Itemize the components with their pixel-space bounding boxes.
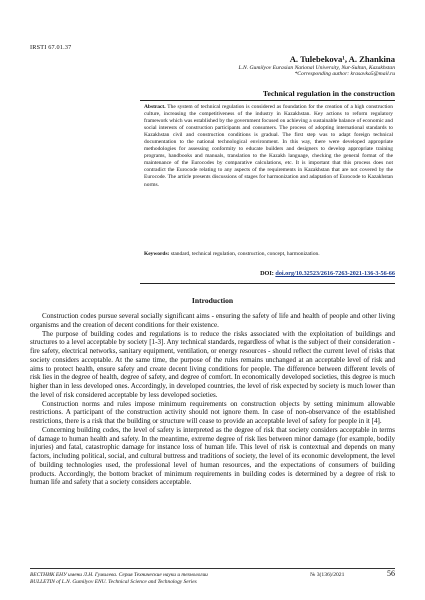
abstract-label: Abstract.	[144, 104, 166, 110]
author-block	[95, 54, 395, 77]
issue-number: № 3(136)/2021	[310, 572, 345, 578]
corresponding-author: *Corresponding author: krasavka5@mail.ru	[294, 71, 395, 77]
abstract-text: The system of technical regulation is considered as foundation for the creation of a high construction culture, increasing the competitiveness of the industry in Kazakhstan. Key actions to reform regulatory framework which was established by the government focused on achieving a sustainable balance of economic and social interests of construction participants and consumers. The process of adopting international standards to Kazakhstan civil and construction conditions is gradual. The first step was to adapt foreign technical documentation to the national technological environment. In this way, there were developed appropriate methodologies for assessing conformity to educate builders and designers to develop appropriate training programs, handbooks and manuals, translation to the Kazakh language, checking the general format of the maintenance of the Eurocodes by comparative calculations, etc. It is important that this process does not contradict the Eurocode relating to any aspects of the requirements in Kazakhstan that are not covered by the Eurocode. The article presents discussions of stages for harmonization and adaptation of Eurocode to Kazakhstan norms.	[144, 104, 393, 188]
doi-divider	[140, 283, 395, 284]
doi-link[interactable]: doi.org/10.32523/2616-7263-2021-136-3-56-66	[275, 270, 395, 277]
doi-label: DOI:	[260, 270, 276, 277]
doi-line	[260, 270, 395, 277]
irsti-code: IRSTI 67.01.37	[30, 44, 72, 51]
journal-name	[30, 572, 208, 586]
introduction-body	[30, 312, 395, 487]
journal-name-ru: ВЕСТНИК ЕНУ имени Л.Н. Гумилева. Серия Технические науки и технологии	[30, 572, 208, 578]
article-title: Technical regulation in the construction	[262, 89, 395, 98]
section-heading-introduction: Introduction	[191, 296, 234, 305]
body-paragraph: Concerning building codes, the level of safety is interpreted as the degree of risk that society considers acceptable in terms of damage to human health and safety. In the meantime, extreme degree of risk lies between minor damage (for example, bodily injuries) and fatal, catastrophic damage for instance loss of human life. This level of risk is contextual and depends on many factors, including political, social, and cultural buttress and traditions of society, the level of its economic development, the level of building technologies used, the professional level of human resources, and the expectations of consumers of building products. Accordingly, the bottom bracket of minimum requirements in building codes is determined by a degree of risk to human life and safety that a society considers acceptable.	[30, 425, 395, 487]
journal-name-en: BULLETIN of L.N. Gumilyov ENU. Technical Science and Technology Series	[30, 579, 197, 585]
title-divider	[140, 100, 395, 101]
keywords-text: standard, technical regulation, construction, concept, harmonization.	[169, 251, 320, 257]
footer-divider	[30, 568, 395, 569]
keywords	[144, 251, 393, 258]
page-number: 56	[387, 569, 395, 578]
abstract	[144, 104, 393, 189]
keywords-label: Keywords:	[144, 251, 170, 257]
body-paragraph: Construction codes pursue several socially significant aims - ensuring the safety of life and health of people and other living organisms and the creation of decent conditions for their existence.	[30, 312, 395, 329]
author-names: A. Tulebekova¹, A. Zhankina	[289, 54, 395, 64]
body-paragraph: Construction norms and rules impose minimum requirements on construction objects by setting minimum allowable restrictions. A participant of the construction activity should not ignore them. In case of non-observance of the established restrictions, there is a risk that the building or structure will cease to provide an acceptable level of safety for people in it [4].	[30, 399, 395, 425]
author-affiliation: L.N. Gumilyov Eurasian National University, Nur-Sultan, Kazakhstan	[238, 65, 395, 71]
body-paragraph: The purpose of building codes and regulations is to reduce the risks associated with the exploitation of buildings and structures to a level acceptable by society [1-3]. Any technical standards, regardless of what is the subject of their consideration - fire safety, electrical networks, sanitary equipment, ventilation, or energy resources - should reflect the current level of risks that society considers acceptable. At the same time, the purpose of the rules remains unchanged at an acceptable level of risk and aims to protect health, ensure safety and create decent living conditions for people. The difference between different levels of risk lies in the degree of health, degree of safety, and degree of comfort. In economically developed societies, this degree is much higher than in less developed ones. Accordingly, in developed countries, the level of risk expected by society is much lower than the level of risk considered acceptable by less developed societies.	[30, 329, 395, 399]
